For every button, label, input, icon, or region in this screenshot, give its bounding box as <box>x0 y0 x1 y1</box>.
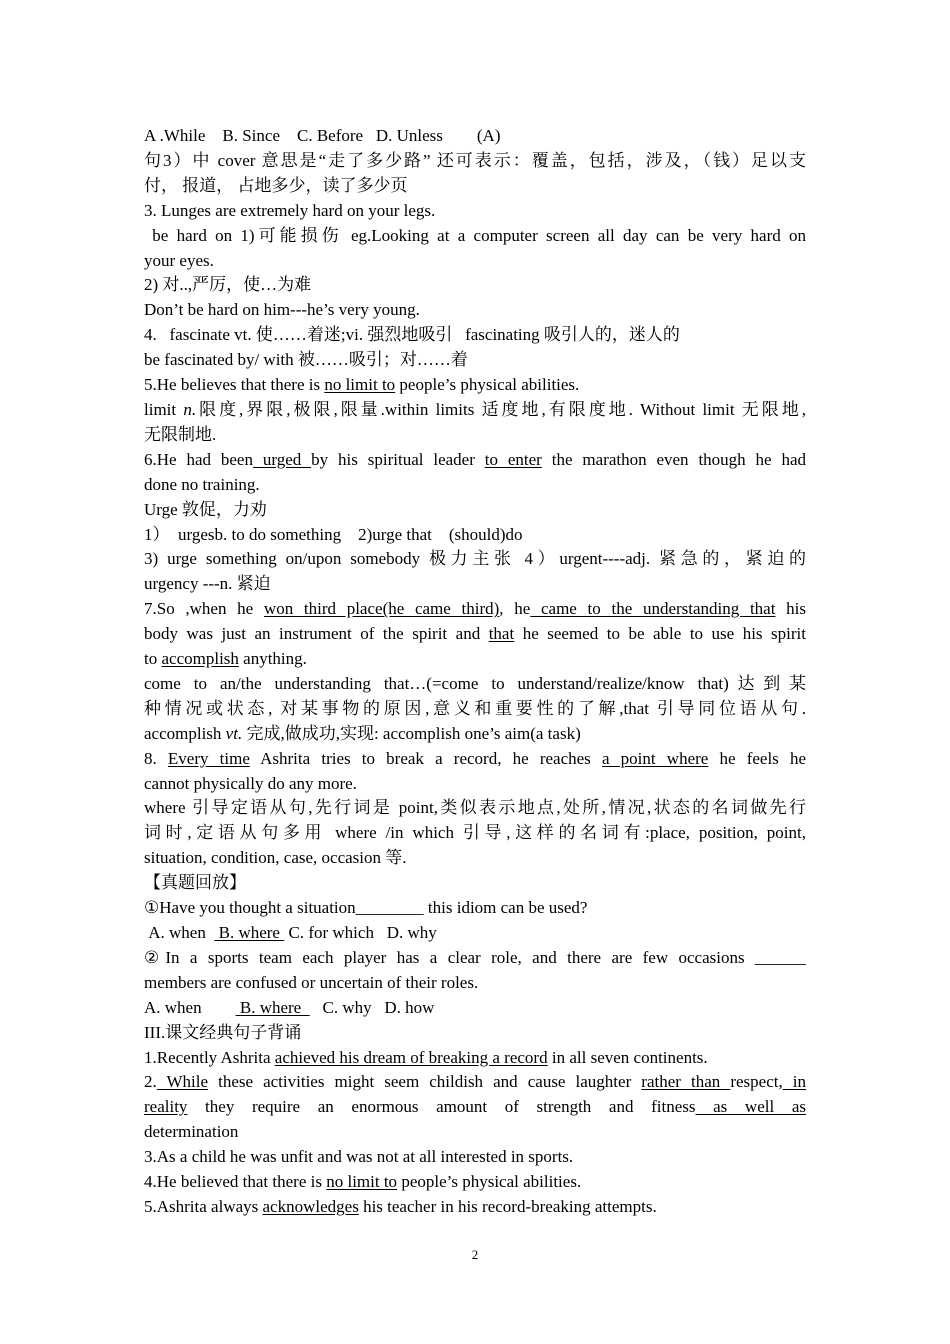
text-segment: his <box>775 599 806 619</box>
text-segment: 限度,界限,极限,限量.within limits 适度地,有限度地. Without limit 无限地, <box>196 399 806 419</box>
text-segment: he feels he <box>708 748 806 768</box>
text-segment: Don’t be hard on him---he’s very young. <box>144 300 420 320</box>
text-segment: anything. <box>238 649 307 669</box>
text-segment: , he <box>499 599 531 619</box>
text-line <box>144 697 806 722</box>
text-segment: determination <box>144 1122 239 1142</box>
text-line <box>144 174 806 199</box>
underlined-phrase: no limit to <box>324 375 396 395</box>
text-segment: 完成,做成功,实现: accomplish one’s aim(a task) <box>242 723 581 743</box>
text-segment: be fascinated by/ with 被……吸引；对……着 <box>144 350 468 370</box>
text-segment: by his spiritual leader <box>311 449 485 469</box>
underlined-phrase: in <box>782 1072 806 1092</box>
text-line <box>144 1070 806 1095</box>
text-segment: III.课文经典句子背诵 <box>144 1022 302 1042</box>
text-line <box>144 622 806 647</box>
text-segment: in all seven continents. <box>547 1047 708 1067</box>
text-line <box>144 547 806 572</box>
text-segment: 5.Ashrita always <box>144 1196 263 1216</box>
text-line <box>144 273 806 298</box>
text-segment: urgency ---n. 紧迫 <box>144 574 271 594</box>
page-number: 2 <box>471 1247 479 1262</box>
text-segment: 8. <box>144 748 168 768</box>
text-segment: 无限制地. <box>144 424 217 444</box>
text-line <box>144 971 806 996</box>
text-segment: he seemed to be able to use his spirit <box>514 624 806 644</box>
text-segment: 4. fascinate vt. 使……着迷;vi. 强烈地吸引 fascinating 吸引人的，迷人的 <box>144 325 680 345</box>
text-segment: body was just an instrument of the spirit and <box>144 624 489 644</box>
text-segment: come to an/the understanding that…(=come to understand/realize/know that)达到某 <box>144 673 806 693</box>
text-line <box>144 373 806 398</box>
underlined-phrase: acknowledges <box>262 1196 359 1216</box>
text-line <box>144 149 806 174</box>
text-segment: 7.So ,when he <box>144 599 264 619</box>
text-segment: your eyes. <box>144 250 214 270</box>
text-segment: members are confused or uncertain of their roles. <box>144 972 479 992</box>
text-segment: 2) 对..,严厉，使…为难 <box>144 275 312 295</box>
text-line <box>144 1120 806 1145</box>
text-line <box>144 398 806 423</box>
text-segment: accomplish <box>144 723 226 743</box>
text-segment: done no training. <box>144 474 260 494</box>
text-segment: A .While B. Since C. Before D. Unless (A) <box>144 126 501 145</box>
text-segment: 句3）中 cover 意思是“走了多少路” 还可表示：覆盖，包括，涉及，（钱）足以支 <box>144 150 806 170</box>
underlined-phrase: accomplish <box>161 649 239 669</box>
text-segment: ①Have you thought a situation________ this idiom can be used? <box>144 898 588 918</box>
text-segment: 6.He had been <box>144 449 253 469</box>
underlined-phrase: urged <box>252 449 312 469</box>
text-segment: people’s physical abilities. <box>397 1172 582 1192</box>
text-line <box>144 672 806 697</box>
text-segment: 2. <box>144 1072 157 1092</box>
underlined-phrase: rather than <box>641 1072 731 1092</box>
text-line <box>144 722 806 747</box>
text-segment: A. when <box>144 997 236 1017</box>
text-line <box>144 647 806 672</box>
text-line <box>144 1021 806 1046</box>
text-segment: 3) urge something on/upon somebody 极力主张 4）urgent----adj. 紧急的，紧迫的 <box>144 549 806 569</box>
underlined-phrase: B. where <box>214 923 285 942</box>
text-line <box>144 1170 806 1195</box>
document-body <box>144 124 806 1220</box>
text-segment: people’s physical abilities. <box>395 375 580 395</box>
text-line <box>144 448 806 473</box>
text-line <box>144 1095 806 1120</box>
text-line <box>144 572 806 597</box>
text-segment: respect, <box>730 1072 783 1092</box>
text-line <box>144 921 806 946</box>
text-line <box>144 772 806 797</box>
text-segment: these activities might seem childish and cause laughter <box>208 1072 642 1092</box>
text-segment: 种情况或状态, 对某事物的原因,意义和重要性的了解,that 引导同位语从句. <box>144 698 806 718</box>
text-line <box>144 323 806 348</box>
underlined-phrase: a point where <box>601 748 709 768</box>
text-line <box>144 423 806 448</box>
underlined-phrase: While <box>156 1072 209 1092</box>
text-line <box>144 996 806 1021</box>
text-segment: 5.He believes that there is <box>144 375 325 395</box>
text-segment: cannot physically do any more. <box>144 773 357 793</box>
text-line <box>144 1145 806 1170</box>
text-line <box>144 498 806 523</box>
text-segment: 3. Lunges are extremely hard on your legs. <box>144 200 436 220</box>
underlined-phrase: no limit to <box>326 1172 398 1192</box>
text-segment: where 引导定语从句,先行词是 point,类似表示地点,处所,情况,状态的名词做先行 <box>144 798 806 818</box>
text-segment: the marathon even though he had <box>541 449 806 469</box>
text-line <box>144 747 806 772</box>
text-line <box>144 298 806 323</box>
text-line <box>144 896 806 921</box>
text-segment: 4.He believed that there is <box>144 1172 327 1192</box>
text-line <box>144 1046 806 1071</box>
text-segment: C. for which D. why <box>284 923 437 942</box>
text-segment: be hard on 1)可能损伤 eg.Looking at a computer screen all day can be very hard on <box>144 225 806 245</box>
text-line <box>144 871 806 896</box>
text-line <box>144 821 806 846</box>
text-line <box>144 597 806 622</box>
underlined-phrase: as well as <box>695 1097 806 1117</box>
text-line <box>144 199 806 224</box>
underlined-phrase: that <box>488 624 515 644</box>
text-segment: 1.Recently Ashrita <box>144 1047 275 1067</box>
text-segment: his teacher in his record-breaking attempts. <box>358 1196 657 1216</box>
underlined-phrase: Every time <box>167 748 250 768</box>
text-segment: A. when <box>144 923 215 942</box>
italic-text: n. <box>183 399 197 419</box>
text-segment: 1） urgesb. to do something 2)urge that (should)do <box>144 524 523 544</box>
text-segment: 【真题回放】 <box>144 873 246 893</box>
text-segment: to <box>144 649 162 669</box>
text-segment: Urge 敦促，力劝 <box>144 499 267 519</box>
text-line <box>144 946 806 971</box>
text-line <box>144 846 806 871</box>
text-line <box>144 473 806 498</box>
text-line <box>144 249 806 274</box>
text-segment: C. why D. how <box>309 997 435 1017</box>
underlined-phrase: achieved his dream of breaking a record <box>274 1047 548 1067</box>
underlined-phrase: B. where <box>235 997 310 1017</box>
italic-text: vt. <box>225 723 243 743</box>
text-line <box>144 796 806 821</box>
text-segment: situation, condition, case, occasion 等. <box>144 848 407 868</box>
text-segment: Ashrita tries to break a record, he reaches <box>249 748 602 768</box>
text-segment: 3.As a child he was unfit and was not at all interested in sports. <box>144 1147 574 1167</box>
text-line <box>144 224 806 249</box>
text-line <box>144 124 806 149</box>
text-line <box>144 348 806 373</box>
text-segment: 词时,定语从句多用 where /in which 引导,这样的名词有:place, position, point, <box>144 823 806 843</box>
underlined-phrase: reality <box>144 1097 188 1117</box>
text-segment: ②In a sports team each player has a clear role, and there are few occasions ______ <box>144 947 806 967</box>
underlined-phrase: won third place(he came third) <box>263 599 500 619</box>
text-segment: 付， 报道， 占地多少，读了多少页 <box>144 175 408 195</box>
text-line <box>144 523 806 548</box>
underlined-phrase: to enter <box>484 449 542 469</box>
text-segment: limit <box>144 399 184 419</box>
text-segment: they require an enormous amount of strength and fitness <box>187 1097 696 1117</box>
underlined-phrase: came to the understanding that <box>530 599 776 619</box>
text-line <box>144 1195 806 1220</box>
